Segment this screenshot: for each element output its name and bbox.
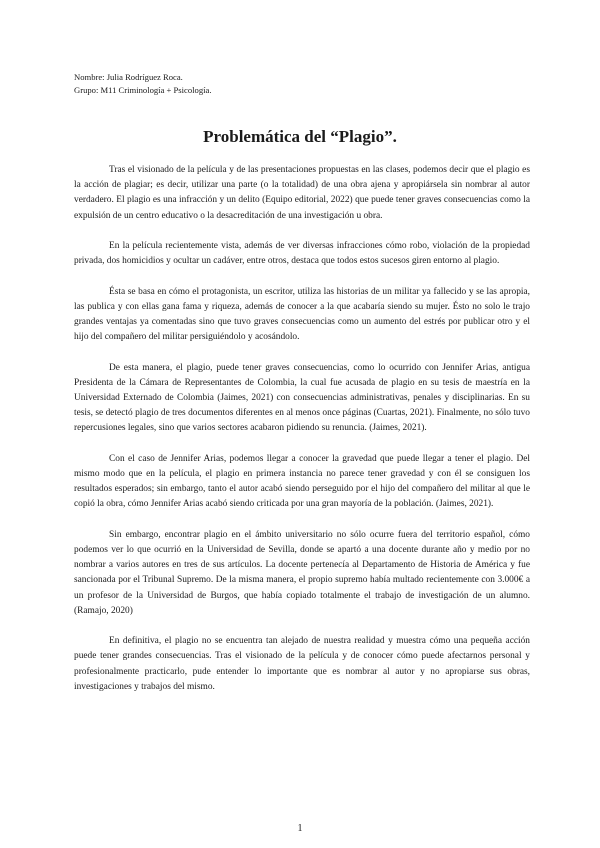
paragraph: Tras el visionado de la película y de las presentaciones propuestas en las clases, podemos decir que el plagio es la acción de plagiar; es decir, utilizar una parte (o la totalidad) de una obra ajena y apropiársela sin nombrar al autor verdadero. El plagio es una infracción y un delito (Equipo editorial, 2022) que puede tener graves consecuencias como la expulsión de un centro educativo o la desacreditación de una investigación u obra. (74, 165, 530, 221)
paragraph: Sin embargo, encontrar plagio en el ámbito universitario no sólo ocurre fuera del territorio español, cómo podemos ver lo que ocurrió en la Universidad de Sevilla, donde se apartó a una docente durante año y medio por no nombrar a varios autores en tres de sus artículos. La docente pertenecía al Departamento de Historia de América y fue sancionada por el Tribunal Supremo. De la misma manera, el propio supremo había multado recientemente con 3.000€ a un profesor de la Universidad de Burgos, que había copiado totalmente el trabajo de investigación de un alumno. (Ramajo, 2020) (74, 529, 530, 616)
author-name-line: Nombre: Julia Rodríguez Roca. (74, 72, 183, 82)
paragraph: Ésta se basa en cómo el protagonista, un escritor, utiliza las historias de un militar ya fallecido y se las apropia, las publica y con ellas gana fama y riqueza, además de conocer a la que acabaría siendo su mujer. Ésto no solo le trajo grandes ventajas ya comentadas sino que tuvo graves consecuencias como un aumento del estrés por publicar otro y el hijo del compañero del militar persiguiéndolo y acosándolo. (74, 286, 530, 343)
paragraph: En la película recientemente vista, además de ver diversas infracciones cómo robo, violación de la propiedad privada, dos homicidios y ocultar un cadáver, entre otros, destaca que todos estos sucesos giren entorno al plagio. (74, 241, 530, 267)
paragraph: Con el caso de Jennifer Arias, podemos llegar a conocer la gravedad que puede llegar a tener el plagio. Del mismo modo que en la película, el plagio en primera instancia no parece tener gravedad y con él se consiguen los resultados esperados; sin embargo, tanto el autor acabó siendo perseguido por el hijo del compañero del militar al que le copió la obra, cómo Jennifer Arias acabó siendo criticada por una gran mayoría de la población. (Jaimes, 2021). (74, 453, 530, 510)
document-body (74, 163, 530, 710)
page-number: 1 (297, 823, 303, 834)
paragraph: De esta manera, el plagio, puede tener graves consecuencias, como lo ocurrido con Jennifer Arias, antigua Presidenta de la Cámara de Representantes de Colombia, la cual fue acusada de plagio en su tesis de maestría en la Universidad Externado de Colombia (Jaimes, 2021) con consecuencias administrativas, penales y disciplinarias. En su tesis, se detectó plagio de tres documentos diferentes en al menos once páginas (Cuartas, 2021). Finalmente, no sólo tuvo repercusiones legales, sino que varios sectores acabaron pidiendo su renuncia. (Jaimes, 2021). (74, 362, 530, 434)
paragraph: En definitiva, el plagio no se encuentra tan alejado de nuestra realidad y muestra cómo una pequeña acción puede tener grandes consecuencias. Tras el visionado de la película y de conocer cómo puede afectarnos personal y profesionalmente practicarlo, pude entender lo importante que es nombrar al autor y no apropiarse sus obras, investigaciones y trabajos del mismo. (74, 636, 530, 692)
document-title: Problemática del “Plagio”. (203, 127, 397, 146)
author-group-line: Grupo: M11 Criminología + Psicología. (74, 85, 212, 95)
author-header (74, 71, 212, 97)
